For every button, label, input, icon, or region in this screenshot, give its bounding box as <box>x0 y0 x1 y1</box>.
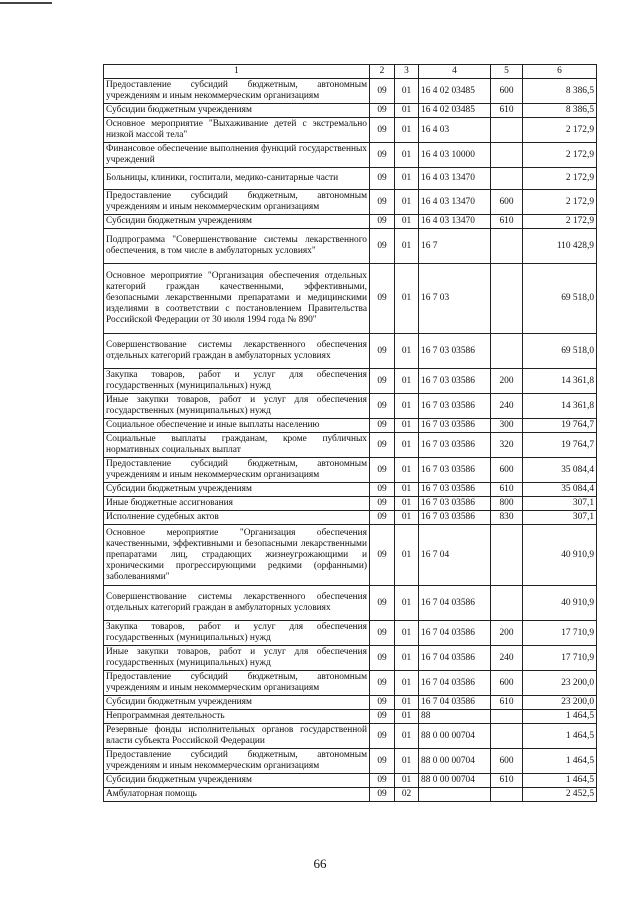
expense-type-cell <box>491 724 523 749</box>
table-row <box>104 749 597 774</box>
row-name-cell: Исполнение судебных актов <box>104 511 370 525</box>
target-article-cell: 16 7 04 03586 <box>419 621 491 646</box>
expense-type-cell: 600 <box>491 79 523 104</box>
target-article-cell: 16 7 <box>419 229 491 264</box>
top-rule <box>0 2 52 4</box>
subsection-cell: 01 <box>395 334 419 369</box>
subsection-cell: 01 <box>395 586 419 621</box>
amount-cell: 2 172,9 <box>523 168 597 190</box>
target-article-cell: 16 4 03 13470 <box>419 190 491 215</box>
section-cell: 09 <box>370 229 395 264</box>
subsection-cell: 01 <box>395 774 419 788</box>
header-row <box>104 65 597 79</box>
expense-type-cell <box>491 264 523 334</box>
subsection-cell: 01 <box>395 710 419 724</box>
row-name-cell: Основное мероприятие "Выхаживание детей с экстремально низкой массой тела" <box>104 118 370 143</box>
header-cell: 4 <box>419 65 491 79</box>
section-cell: 09 <box>370 79 395 104</box>
expense-type-cell: 610 <box>491 215 523 229</box>
table-row <box>104 419 597 433</box>
target-article-cell: 16 4 03 <box>419 118 491 143</box>
subsection-cell: 01 <box>395 749 419 774</box>
row-name-cell: Совершенствование системы лекарственного обеспечения отдельных категорий граждан в амбулаторных условиях <box>104 334 370 369</box>
section-cell: 09 <box>370 525 395 586</box>
row-name-cell: Субсидии бюджетным учреждениям <box>104 696 370 710</box>
subsection-cell: 01 <box>395 394 419 419</box>
row-name-cell: Предоставление субсидий бюджетным, автономным учреждениям и иным некоммерческим организациям <box>104 671 370 696</box>
row-name-cell: Больницы, клиники, госпитали, медико-санитарные части <box>104 168 370 190</box>
amount-cell: 307,1 <box>523 497 597 511</box>
table-row <box>104 369 597 394</box>
subsection-cell: 01 <box>395 646 419 671</box>
amount-cell: 307,1 <box>523 511 597 525</box>
section-cell: 09 <box>370 696 395 710</box>
section-cell: 09 <box>370 749 395 774</box>
table-row <box>104 710 597 724</box>
subsection-cell: 01 <box>395 621 419 646</box>
amount-cell: 23 200,0 <box>523 696 597 710</box>
section-cell: 09 <box>370 215 395 229</box>
expense-type-cell: 610 <box>491 104 523 118</box>
row-name-cell: Иные закупки товаров, работ и услуг для обеспечения государственных (муниципальных) нужд <box>104 646 370 671</box>
section-cell: 09 <box>370 394 395 419</box>
table-row <box>104 229 597 264</box>
subsection-cell: 02 <box>395 788 419 802</box>
target-article-cell: 88 <box>419 710 491 724</box>
subsection-cell: 01 <box>395 104 419 118</box>
table-row <box>104 143 597 168</box>
expense-type-cell <box>491 525 523 586</box>
table-row <box>104 118 597 143</box>
table-row <box>104 671 597 696</box>
table-row <box>104 433 597 458</box>
row-name-cell: Субсидии бюджетным учреждениям <box>104 104 370 118</box>
row-name-cell: Подпрограмма "Совершенствование системы лекарственного обеспечения, в том числе в амбулаторных условиях" <box>104 229 370 264</box>
expense-type-cell: 200 <box>491 621 523 646</box>
subsection-cell: 01 <box>395 483 419 497</box>
row-name-cell: Предоставление субсидий бюджетным, автономным учреждениям и иным некоммерческим организациям <box>104 458 370 483</box>
expense-type-cell <box>491 334 523 369</box>
subsection-cell: 01 <box>395 143 419 168</box>
section-cell: 09 <box>370 190 395 215</box>
expense-type-cell: 300 <box>491 419 523 433</box>
header-cell: 2 <box>370 65 395 79</box>
section-cell: 09 <box>370 104 395 118</box>
target-article-cell: 16 7 03 03586 <box>419 483 491 497</box>
amount-cell: 35 084,4 <box>523 458 597 483</box>
target-article-cell: 16 7 03 03586 <box>419 394 491 419</box>
table-row <box>104 458 597 483</box>
section-cell: 09 <box>370 433 395 458</box>
target-article-cell: 16 7 04 03586 <box>419 586 491 621</box>
section-cell: 09 <box>370 419 395 433</box>
expense-type-cell: 830 <box>491 511 523 525</box>
subsection-cell: 01 <box>395 190 419 215</box>
section-cell: 09 <box>370 458 395 483</box>
section-cell: 09 <box>370 118 395 143</box>
expense-type-cell: 200 <box>491 369 523 394</box>
amount-cell: 17 710,9 <box>523 621 597 646</box>
header-cell: 5 <box>491 65 523 79</box>
amount-cell: 2 172,9 <box>523 118 597 143</box>
target-article-cell: 16 4 02 03485 <box>419 79 491 104</box>
section-cell: 09 <box>370 774 395 788</box>
row-name-cell: Иные закупки товаров, работ и услуг для обеспечения государственных (муниципальных) нужд <box>104 394 370 419</box>
subsection-cell: 01 <box>395 671 419 696</box>
section-cell: 09 <box>370 483 395 497</box>
target-article-cell: 16 4 03 10000 <box>419 143 491 168</box>
target-article-cell: 88 0 00 00704 <box>419 774 491 788</box>
amount-cell: 17 710,9 <box>523 646 597 671</box>
target-article-cell: 16 7 03 03586 <box>419 497 491 511</box>
subsection-cell: 01 <box>395 79 419 104</box>
table-row <box>104 724 597 749</box>
header-cell: 1 <box>104 65 370 79</box>
row-name-cell: Закупка товаров, работ и услуг для обеспечения государственных (муниципальных) нужд <box>104 369 370 394</box>
table-row <box>104 79 597 104</box>
section-cell: 09 <box>370 334 395 369</box>
amount-cell: 69 518,0 <box>523 264 597 334</box>
section-cell: 09 <box>370 621 395 646</box>
expense-type-cell <box>491 143 523 168</box>
table-row <box>104 190 597 215</box>
header-cell: 6 <box>523 65 597 79</box>
target-article-cell: 16 7 04 <box>419 525 491 586</box>
table-row <box>104 497 597 511</box>
table-row <box>104 525 597 586</box>
section-cell: 09 <box>370 710 395 724</box>
subsection-cell: 01 <box>395 215 419 229</box>
table-row <box>104 788 597 802</box>
amount-cell: 69 518,0 <box>523 334 597 369</box>
amount-cell: 40 910,9 <box>523 586 597 621</box>
amount-cell: 8 386,5 <box>523 104 597 118</box>
row-name-cell: Субсидии бюджетным учреждениям <box>104 483 370 497</box>
amount-cell: 1 464,5 <box>523 774 597 788</box>
expense-type-cell <box>491 168 523 190</box>
amount-cell: 2 172,9 <box>523 143 597 168</box>
row-name-cell: Непрограммная деятельность <box>104 710 370 724</box>
row-name-cell: Субсидии бюджетным учреждениям <box>104 774 370 788</box>
expense-type-cell <box>491 118 523 143</box>
table-row <box>104 774 597 788</box>
subsection-cell: 01 <box>395 458 419 483</box>
amount-cell: 23 200,0 <box>523 671 597 696</box>
section-cell: 09 <box>370 511 395 525</box>
target-article-cell: 16 7 04 03586 <box>419 696 491 710</box>
target-article-cell: 16 7 03 <box>419 264 491 334</box>
expense-type-cell: 600 <box>491 671 523 696</box>
target-article-cell: 16 7 03 03586 <box>419 458 491 483</box>
table-row <box>104 646 597 671</box>
target-article-cell: 16 7 03 03586 <box>419 369 491 394</box>
subsection-cell: 01 <box>395 419 419 433</box>
row-name-cell: Предоставление субсидий бюджетным, автономным учреждениям и иным некоммерческим организациям <box>104 190 370 215</box>
target-article-cell: 16 4 03 13470 <box>419 168 491 190</box>
expense-type-cell: 240 <box>491 394 523 419</box>
section-cell: 09 <box>370 724 395 749</box>
expense-type-cell <box>491 229 523 264</box>
target-article-cell: 16 4 03 13470 <box>419 215 491 229</box>
expense-type-cell: 240 <box>491 646 523 671</box>
expense-type-cell: 610 <box>491 696 523 710</box>
section-cell: 09 <box>370 646 395 671</box>
section-cell: 09 <box>370 369 395 394</box>
row-name-cell: Резервные фонды исполнительных органов государственной власти субъекта Российской Федерации <box>104 724 370 749</box>
amount-cell: 8 386,5 <box>523 79 597 104</box>
page-number: 66 <box>313 856 327 871</box>
amount-cell: 2 172,9 <box>523 190 597 215</box>
table-row <box>104 511 597 525</box>
expense-type-cell <box>491 710 523 724</box>
target-article-cell: 88 0 00 00704 <box>419 749 491 774</box>
header-cell: 3 <box>395 65 419 79</box>
target-article-cell: 16 4 02 03485 <box>419 104 491 118</box>
table-row <box>104 483 597 497</box>
subsection-cell: 01 <box>395 264 419 334</box>
target-article-cell: 16 7 03 03586 <box>419 419 491 433</box>
table-row <box>104 334 597 369</box>
target-article-cell: 88 0 00 00704 <box>419 724 491 749</box>
table-row <box>104 264 597 334</box>
table-row <box>104 215 597 229</box>
expense-type-cell <box>491 586 523 621</box>
amount-cell: 110 428,9 <box>523 229 597 264</box>
subsection-cell: 01 <box>395 433 419 458</box>
table-row <box>104 104 597 118</box>
subsection-cell: 01 <box>395 168 419 190</box>
row-name-cell: Основное мероприятие "Организация обеспечения отдельных категорий граждан качественными, эффективными, безопасными лекарственными препаратами и медицинскими изделиями в соответствии с постановлением Правительства Российской Федерации от 30 июля 1994 года № 890" <box>104 264 370 334</box>
section-cell: 09 <box>370 497 395 511</box>
amount-cell: 14 361,8 <box>523 369 597 394</box>
row-name-cell: Предоставление субсидий бюджетным, автономным учреждениям и иным некоммерческим организациям <box>104 749 370 774</box>
subsection-cell: 01 <box>395 497 419 511</box>
amount-cell: 1 464,5 <box>523 710 597 724</box>
table-row <box>104 586 597 621</box>
row-name-cell: Предоставление субсидий бюджетным, автономным учреждениям и иным некоммерческим организациям <box>104 79 370 104</box>
target-article-cell: 16 7 04 03586 <box>419 671 491 696</box>
row-name-cell: Финансовое обеспечение выполнения функций государственных учреждений <box>104 143 370 168</box>
subsection-cell: 01 <box>395 369 419 394</box>
section-cell: 09 <box>370 788 395 802</box>
subsection-cell: 01 <box>395 229 419 264</box>
subsection-cell: 01 <box>395 511 419 525</box>
expense-type-cell: 610 <box>491 774 523 788</box>
expense-type-cell: 600 <box>491 458 523 483</box>
subsection-cell: 01 <box>395 525 419 586</box>
row-name-cell: Амбулаторная помощь <box>104 788 370 802</box>
row-name-cell: Основное мероприятие "Организация обеспечения качественными, эффективными и безопасными лекарственными препаратами лиц, страдающих жизнеугрожающими и хроническими прогрессирующими редкими (орфанными) заболеваниями" <box>104 525 370 586</box>
table-row <box>104 696 597 710</box>
row-name-cell: Иные бюджетные ассигнования <box>104 497 370 511</box>
section-cell: 09 <box>370 168 395 190</box>
budget-table <box>103 64 597 802</box>
amount-cell: 19 764,7 <box>523 433 597 458</box>
target-article-cell: 16 7 04 03586 <box>419 646 491 671</box>
table-row <box>104 168 597 190</box>
amount-cell: 1 464,5 <box>523 749 597 774</box>
row-name-cell: Субсидии бюджетным учреждениям <box>104 215 370 229</box>
subsection-cell: 01 <box>395 118 419 143</box>
table-row <box>104 394 597 419</box>
expense-type-cell: 800 <box>491 497 523 511</box>
target-article-cell <box>419 788 491 802</box>
table-row <box>104 621 597 646</box>
row-name-cell: Закупка товаров, работ и услуг для обеспечения государственных (муниципальных) нужд <box>104 621 370 646</box>
target-article-cell: 16 7 03 03586 <box>419 511 491 525</box>
row-name-cell: Социальные выплаты гражданам, кроме публичных нормативных социальных выплат <box>104 433 370 458</box>
expense-type-cell <box>491 788 523 802</box>
row-name-cell: Совершенствование системы лекарственного обеспечения отдельных категорий граждан в амбулаторных условиях <box>104 586 370 621</box>
section-cell: 09 <box>370 264 395 334</box>
amount-cell: 14 361,8 <box>523 394 597 419</box>
target-article-cell: 16 7 03 03586 <box>419 433 491 458</box>
amount-cell: 2 172,9 <box>523 215 597 229</box>
amount-cell: 1 464,5 <box>523 724 597 749</box>
section-cell: 09 <box>370 143 395 168</box>
amount-cell: 35 084,4 <box>523 483 597 497</box>
expense-type-cell: 320 <box>491 433 523 458</box>
expense-type-cell: 610 <box>491 483 523 497</box>
row-name-cell: Социальное обеспечение и иные выплаты населению <box>104 419 370 433</box>
subsection-cell: 01 <box>395 696 419 710</box>
expense-type-cell: 600 <box>491 749 523 774</box>
amount-cell: 40 910,9 <box>523 525 597 586</box>
expense-type-cell: 600 <box>491 190 523 215</box>
section-cell: 09 <box>370 586 395 621</box>
target-article-cell: 16 7 03 03586 <box>419 334 491 369</box>
subsection-cell: 01 <box>395 724 419 749</box>
section-cell: 09 <box>370 671 395 696</box>
amount-cell: 2 452,5 <box>523 788 597 802</box>
amount-cell: 19 764,7 <box>523 419 597 433</box>
